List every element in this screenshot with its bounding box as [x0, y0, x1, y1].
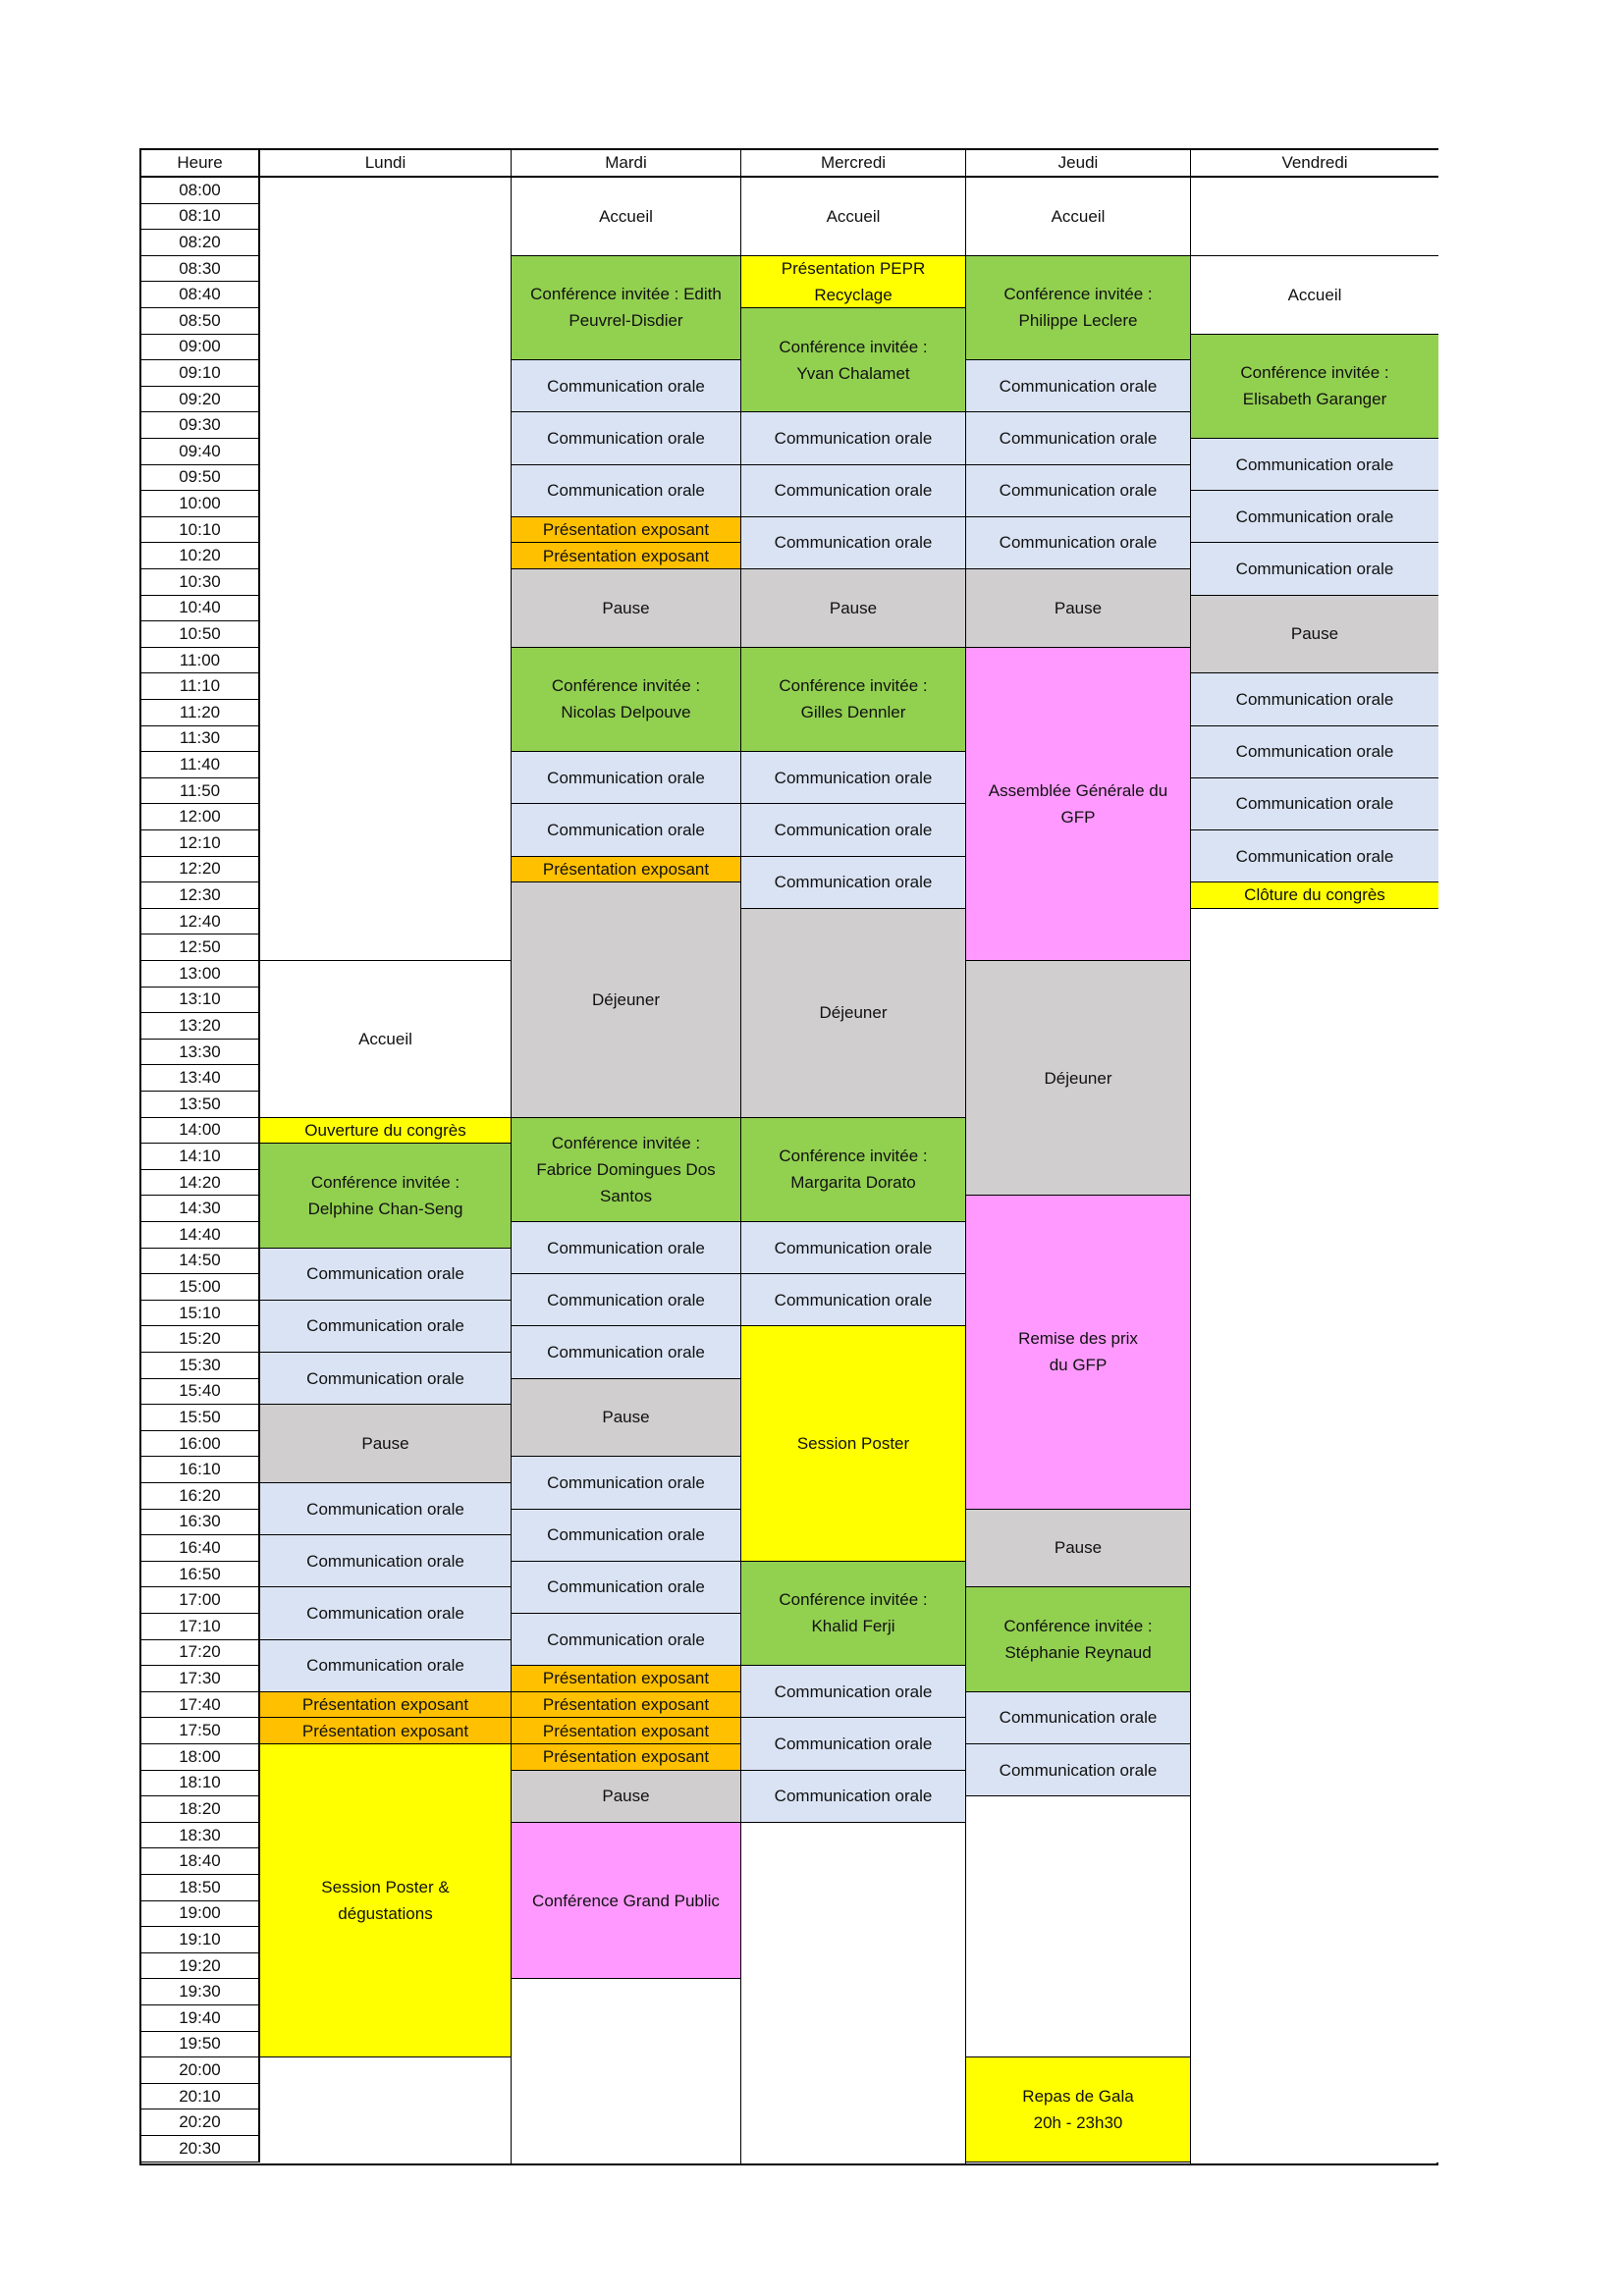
event-oral: Communication orale — [1191, 673, 1438, 725]
time-slot: 08:00 — [141, 178, 260, 204]
time-slot: 13:00 — [141, 961, 260, 988]
header-day-lundi: Lundi — [260, 150, 512, 178]
time-slot: 09:00 — [141, 335, 260, 361]
event-oral: Communication orale — [741, 412, 965, 464]
time-slot: 17:20 — [141, 1640, 260, 1667]
time-slot: 12:50 — [141, 934, 260, 961]
event-exposant: Présentation exposant — [512, 857, 740, 883]
event-oral: Communication orale — [966, 1744, 1190, 1796]
time-slot: 15:30 — [141, 1353, 260, 1379]
event-pause: Pause — [512, 569, 740, 648]
event-oral: Communication orale — [1191, 778, 1438, 830]
event-oral: Communication orale — [966, 1692, 1190, 1744]
event-oral: Communication orale — [1191, 830, 1438, 882]
time-slot: 13:30 — [141, 1040, 260, 1066]
event-oral: Communication orale — [741, 1771, 965, 1823]
event-oral: Communication orale — [512, 465, 740, 517]
time-slot: 17:10 — [141, 1614, 260, 1640]
time-slot: 11:20 — [141, 700, 260, 726]
event-invite: Conférence invitée : Fabrice Domingues Dos Santos — [512, 1118, 740, 1222]
event-pause: Déjeuner — [741, 909, 965, 1118]
event-oral: Communication orale — [512, 1222, 740, 1274]
event-oral: Communication orale — [512, 360, 740, 412]
event-white — [260, 178, 511, 961]
event-oral: Communication orale — [512, 1614, 740, 1666]
event-oral: Communication orale — [512, 412, 740, 464]
time-slot: 15:20 — [141, 1326, 260, 1353]
event-invite: Conférence invitée : Khalid Ferji — [741, 1562, 965, 1666]
header-day-jeudi: Jeudi — [966, 150, 1191, 178]
time-slot: 20:30 — [141, 2136, 260, 2163]
event-pause: Pause — [512, 1771, 740, 1823]
event-invite: Conférence invitée : Delphine Chan-Seng — [260, 1144, 511, 1248]
event-oral: Communication orale — [741, 517, 965, 569]
time-slot: 09:10 — [141, 360, 260, 387]
event-invite: Conférence invitée : Nicolas Delpouve — [512, 648, 740, 752]
event-oral: Communication orale — [260, 1587, 511, 1639]
time-slot: 16:40 — [141, 1535, 260, 1562]
time-slot: 14:50 — [141, 1249, 260, 1275]
event-oral: Communication orale — [741, 857, 965, 909]
event-invite: Conférence invitée : Stéphanie Reynaud — [966, 1587, 1190, 1691]
time-slot: 19:20 — [141, 1953, 260, 1980]
event-yellow: Ouverture du congrès — [260, 1118, 511, 1145]
time-slot: 17:30 — [141, 1666, 260, 1692]
event-pause: Déjeuner — [966, 961, 1190, 1196]
time-slot: 11:40 — [141, 752, 260, 778]
time-slot: 13:50 — [141, 1092, 260, 1118]
time-slot: 10:10 — [141, 517, 260, 544]
time-slot: 12:20 — [141, 857, 260, 883]
time-slot: 12:40 — [141, 909, 260, 935]
event-pause: Pause — [1191, 596, 1438, 674]
time-slot: 15:00 — [141, 1274, 260, 1301]
day-column-mardi — [512, 150, 741, 2163]
event-white — [512, 1979, 740, 2162]
time-slot: 20:10 — [141, 2084, 260, 2110]
event-exposant: Présentation exposant — [512, 1692, 740, 1719]
time-slot: 08:50 — [141, 308, 260, 335]
event-pause: Déjeuner — [512, 882, 740, 1117]
time-slot: 14:40 — [141, 1222, 260, 1249]
event-white — [260, 2057, 511, 2162]
time-slot: 14:00 — [141, 1118, 260, 1145]
event-white — [1191, 178, 1438, 256]
time-slot: 08:20 — [141, 230, 260, 256]
event-oral: Communication orale — [741, 1718, 965, 1770]
event-yellow: Session Poster & dégustations — [260, 1744, 511, 2057]
event-oral: Communication orale — [741, 1222, 965, 1274]
time-slot: 12:30 — [141, 882, 260, 909]
time-slot: 20:20 — [141, 2109, 260, 2136]
time-slot: 13:10 — [141, 988, 260, 1014]
event-oral: Communication orale — [741, 752, 965, 804]
event-white: Accueil — [966, 178, 1190, 256]
event-exposant: Présentation exposant — [512, 517, 740, 544]
event-pink: Conférence Grand Public — [512, 1823, 740, 1980]
event-oral: Communication orale — [260, 1301, 511, 1353]
event-pause: Pause — [741, 569, 965, 648]
event-exposant: Présentation exposant — [260, 1718, 511, 1744]
event-oral: Communication orale — [1191, 543, 1438, 595]
event-white — [741, 1823, 965, 2163]
time-slot: 19:30 — [141, 1979, 260, 2005]
event-pause: Pause — [966, 1510, 1190, 1588]
event-yellow: Clôture du congrès — [1191, 882, 1438, 909]
event-oral: Communication orale — [966, 360, 1190, 412]
time-slot: 15:50 — [141, 1405, 260, 1431]
event-oral: Communication orale — [741, 804, 965, 856]
time-slot: 19:40 — [141, 2005, 260, 2032]
day-column-jeudi — [966, 150, 1191, 2163]
time-slot: 10:40 — [141, 596, 260, 622]
time-slot: 08:40 — [141, 282, 260, 308]
time-slot: 10:30 — [141, 569, 260, 596]
time-slot: 14:30 — [141, 1196, 260, 1222]
time-slot: 18:20 — [141, 1796, 260, 1823]
day-column-vendredi — [1191, 150, 1438, 2163]
event-pause: Pause — [512, 1379, 740, 1458]
event-oral: Communication orale — [966, 412, 1190, 464]
time-slot: 16:00 — [141, 1431, 260, 1458]
time-slot: 17:50 — [141, 1718, 260, 1744]
time-slot: 12:00 — [141, 804, 260, 830]
event-pause: Pause — [260, 1405, 511, 1483]
event-oral: Communication orale — [260, 1640, 511, 1692]
event-invite: Conférence invitée : Margarita Dorato — [741, 1118, 965, 1222]
event-pink: Remise des prix du GFP — [966, 1196, 1190, 1509]
event-oral: Communication orale — [966, 465, 1190, 517]
time-slot: 10:00 — [141, 491, 260, 517]
time-slot: 20:00 — [141, 2057, 260, 2084]
header-heure: Heure — [141, 150, 260, 178]
time-slot: 14:10 — [141, 1144, 260, 1170]
time-slot: 09:30 — [141, 412, 260, 439]
event-oral: Communication orale — [512, 1510, 740, 1562]
time-slot: 14:20 — [141, 1170, 260, 1197]
time-slot: 13:20 — [141, 1013, 260, 1040]
time-slot: 09:50 — [141, 465, 260, 492]
event-exposant: Présentation exposant — [512, 1744, 740, 1771]
event-pause: Pause — [966, 569, 1190, 648]
time-slot: 17:40 — [141, 1692, 260, 1719]
event-exposant: Présentation exposant — [512, 1718, 740, 1744]
time-slot: 11:10 — [141, 673, 260, 700]
event-oral: Communication orale — [1191, 491, 1438, 543]
event-oral: Communication orale — [512, 1457, 740, 1509]
event-yellow: Repas de Gala 20h - 23h30 — [966, 2057, 1190, 2162]
event-yellow: Session Poster — [741, 1326, 965, 1561]
event-oral: Communication orale — [512, 1326, 740, 1378]
event-oral: Communication orale — [966, 517, 1190, 569]
time-slot: 11:30 — [141, 726, 260, 753]
event-oral: Communication orale — [260, 1535, 511, 1587]
day-column-lundi — [260, 150, 512, 2163]
schedule-grid — [139, 148, 1438, 2165]
event-white: Accueil — [1191, 256, 1438, 335]
header-day-mardi: Mardi — [512, 150, 741, 178]
event-white: Accueil — [260, 961, 511, 1118]
event-white: Accueil — [741, 178, 965, 256]
event-exposant: Présentation exposant — [512, 1666, 740, 1692]
event-white — [966, 1796, 1190, 2057]
time-slot: 17:00 — [141, 1587, 260, 1614]
event-invite: Conférence invitée : Yvan Chalamet — [741, 308, 965, 412]
event-oral: Communication orale — [260, 1249, 511, 1301]
event-invite: Conférence invitée : Philippe Leclere — [966, 256, 1190, 360]
time-slot: 08:10 — [141, 204, 260, 231]
time-slot: 18:40 — [141, 1848, 260, 1875]
event-yellow: Présentation PEPR Recyclage — [741, 256, 965, 308]
time-slot: 18:50 — [141, 1875, 260, 1901]
time-slot: 09:20 — [141, 387, 260, 413]
event-oral: Communication orale — [512, 752, 740, 804]
time-slot: 09:40 — [141, 439, 260, 465]
event-oral: Communication orale — [512, 1274, 740, 1326]
time-slot: 10:50 — [141, 621, 260, 648]
event-oral: Communication orale — [741, 1666, 965, 1718]
time-slot: 16:10 — [141, 1457, 260, 1483]
event-oral: Communication orale — [260, 1353, 511, 1405]
event-oral: Communication orale — [741, 1274, 965, 1326]
event-exposant: Présentation exposant — [512, 543, 740, 569]
time-slot: 19:50 — [141, 2032, 260, 2058]
time-slot: 12:10 — [141, 830, 260, 857]
time-slot: 11:00 — [141, 648, 260, 674]
time-slot: 18:30 — [141, 1823, 260, 1849]
event-invite: Conférence invitée : Edith Peuvrel-Disdier — [512, 256, 740, 360]
event-oral: Communication orale — [260, 1483, 511, 1535]
day-column-mercredi — [741, 150, 966, 2163]
time-slot: 19:10 — [141, 1927, 260, 1953]
time-slot: 18:10 — [141, 1771, 260, 1797]
time-slot: 15:10 — [141, 1301, 260, 1327]
time-slot: 15:40 — [141, 1379, 260, 1406]
time-slot: 16:50 — [141, 1562, 260, 1588]
event-invite: Conférence invitée : Elisabeth Garanger — [1191, 335, 1438, 439]
time-slot: 16:30 — [141, 1510, 260, 1536]
time-slot: 19:00 — [141, 1901, 260, 1928]
event-invite: Conférence invitée : Gilles Dennler — [741, 648, 965, 752]
header-day-vendredi: Vendredi — [1191, 150, 1438, 178]
time-slot: 10:20 — [141, 543, 260, 569]
time-slot: 13:40 — [141, 1065, 260, 1092]
time-slot: 08:30 — [141, 256, 260, 283]
event-pink: Assemblée Générale du GFP — [966, 648, 1190, 961]
event-exposant: Présentation exposant — [260, 1692, 511, 1719]
event-white — [1191, 909, 1438, 2163]
event-white: Accueil — [512, 178, 740, 256]
time-slot: 16:20 — [141, 1483, 260, 1510]
header-day-mercredi: Mercredi — [741, 150, 966, 178]
event-oral: Communication orale — [1191, 726, 1438, 778]
event-oral: Communication orale — [512, 1562, 740, 1614]
event-oral: Communication orale — [741, 465, 965, 517]
event-oral: Communication orale — [1191, 439, 1438, 491]
time-slot: 11:50 — [141, 778, 260, 805]
event-oral: Communication orale — [512, 804, 740, 856]
time-slot: 18:00 — [141, 1744, 260, 1771]
